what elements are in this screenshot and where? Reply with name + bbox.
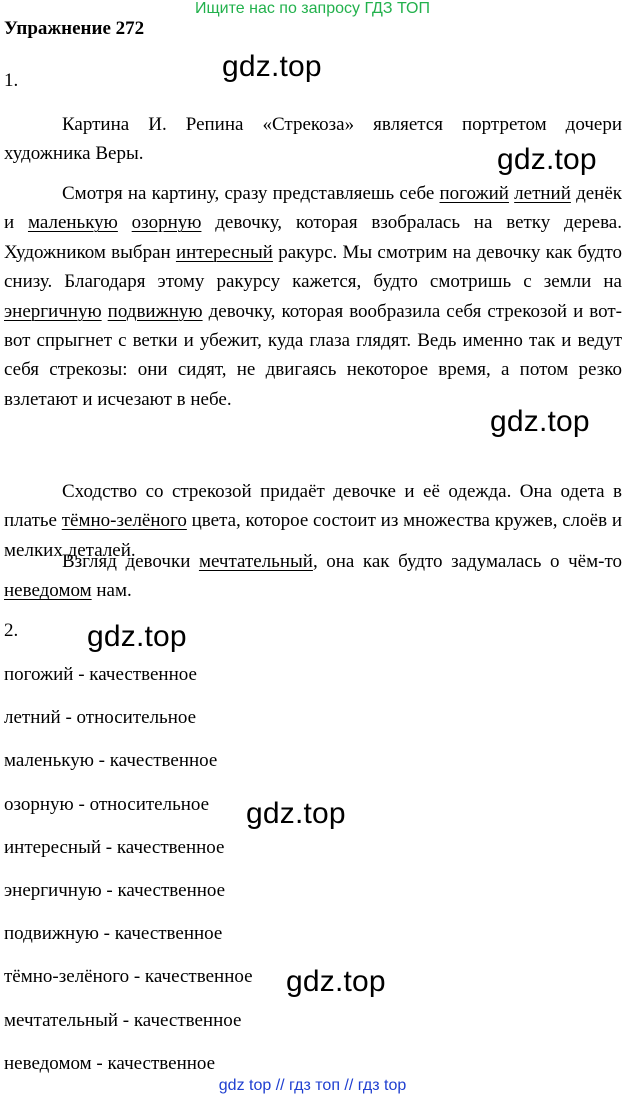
list-item: мечтательный - качественное (4, 1009, 242, 1031)
text-run: ракурс. Мы смотрим на девочку как будто снизу. Благодаря этому ракурсу кажется, будто смотришь с земли на (4, 241, 622, 293)
list-item: маленькую - качественное (4, 750, 218, 772)
adjective-list (4, 662, 253, 1094)
text-run: девочку, которая вообразила себя стрекозой и вот-вот спрыгнет с ветки и убежит, куда глаза глядят. Ведь именно так и ведут себя стрекозы: они сидят, не двигаясь некоторое время, а потом резко взлетают и исчезают в небе. (4, 300, 622, 410)
underlined-word: мечтательный (198, 551, 313, 572)
part-2-number: 2. (4, 620, 19, 641)
paragraph-2 (4, 179, 622, 414)
text-run: Сходство со стрекозой придаёт девочке и её одежда. Она одета в платье (4, 481, 622, 532)
text-run: нам. (91, 580, 132, 602)
list-item: энергичную - качественное (4, 879, 226, 901)
exercise-title: Упражнение 272 (4, 18, 145, 39)
underlined-word: летний (514, 183, 571, 204)
underlined-word: неведомом (4, 580, 92, 602)
watermark: gdz.top (497, 143, 597, 176)
paragraph-1: Картина И. Репина «Стрекоза» является портретом дочери художника Веры. (4, 114, 622, 165)
list-item: тёмно-зелёного - качественное (4, 966, 253, 988)
text-run (118, 212, 132, 233)
list-item: летний - относительное (4, 707, 197, 729)
underlined-word: озорную (131, 212, 202, 234)
text-run: Взгляд девочки (62, 551, 199, 572)
list-item: подвижную - качественное (4, 923, 223, 945)
text-run: цвета, которое состоит из множества кружев, слоёв и мелких деталей. (4, 510, 622, 561)
watermark: gdz.top (286, 965, 386, 998)
text-run: , она как будто задумалась о чём-то (312, 551, 622, 572)
watermark: gdz.top (222, 50, 322, 83)
list-item: озорную - относительное (4, 793, 210, 815)
footer-links[interactable]: gdz top // гдз топ // гдз top (218, 1077, 407, 1094)
watermark: gdz.top (490, 405, 590, 438)
list-item: неведомом - качественное (4, 1052, 216, 1074)
text-run: Смотря на картину, сразу представляешь себе (62, 183, 440, 204)
search-banner[interactable]: Ищите нас по запросу ГДЗ ТОП (195, 0, 430, 17)
watermark: gdz.top (246, 797, 346, 830)
underlined-word: погожий (439, 183, 509, 204)
paragraph-4 (4, 547, 622, 606)
list-item: интересный - качественное (4, 836, 225, 858)
text-run: девочку, которая взобралась на ветку дерева. Художником выбран (4, 212, 622, 263)
watermark: gdz.top (87, 620, 187, 653)
part-1-number: 1. (4, 70, 19, 91)
list-item: погожий - качественное (4, 664, 197, 685)
underlined-word: маленькую (27, 212, 118, 234)
text-run: денёк и (4, 183, 623, 234)
underlined-word: энергичную (4, 300, 102, 322)
underlined-word: интересный (175, 241, 273, 263)
underlined-word: тёмно-зелёного (61, 510, 187, 532)
underlined-word: подвижную (107, 300, 203, 322)
